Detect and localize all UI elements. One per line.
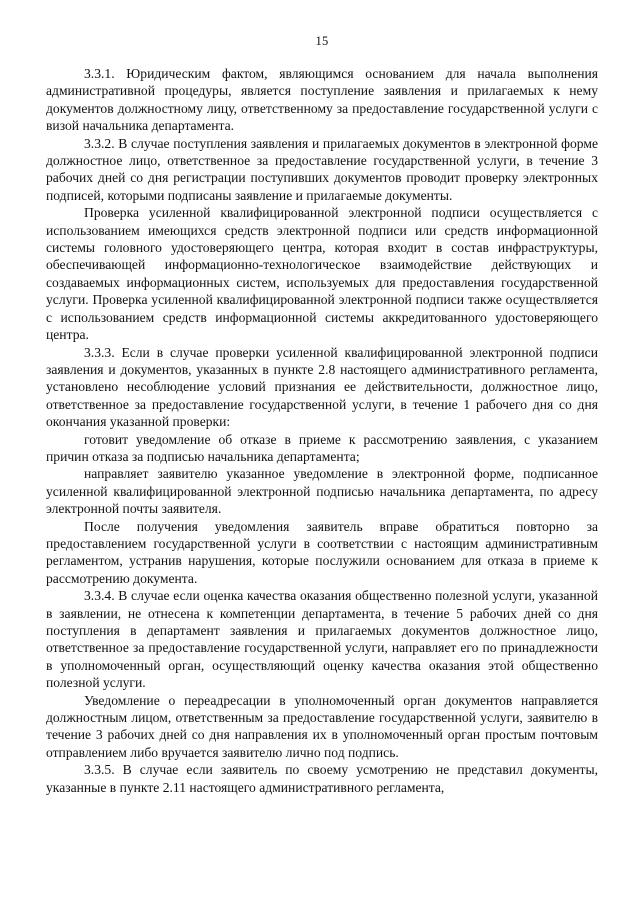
paragraph-3-3-1: 3.3.1. Юридическим фактом, являющимся основанием для начала выполнения административной процедуры, является поступление заявления и прилагаемых к нему документов должностному лицу, ответственному за предоставление государственной услуги с визой начальника департамента. xyxy=(46,66,598,134)
paragraph-sends-notice: направляет заявителю указанное уведомление в электронной форме, подписанное усиленной квалифицированной электронной подписью начальника департамента, по адресу электронной почты заявителя. xyxy=(46,466,598,517)
paragraph-3-3-4: 3.3.4. В случае если оценка качества оказания общественно полезной услуги, указанной в заявлении, не отнесена к компетенции департамента, в течение 5 рабочих дней со дня поступления в департамент заявления и прилагаемых документов должностное лицо, ответственное за предоставление государственной услуги, направляет его по принадлежности в уполномоченный орган, осуществляющий оценку качества оказания этой общественно полезной услуги. xyxy=(46,588,598,691)
paragraph-signature-check: Проверка усиленной квалифицированной электронной подписи осуществляется с использованием имеющихся средств электронной подписи или средств информационной системы головного удостоверяющего центра, которая входит в состав инфраструктуры, обеспечивающей информационно-технологическое взаимодействие действующих и создаваемых информационных систем, используемых для предоставления государственной услуги. Проверка усиленной квалифицированной электронной подписи также осуществляется с использованием средств информационной системы аккредитованного удостоверяющего центра. xyxy=(46,205,598,343)
document-body xyxy=(46,65,598,796)
paragraph-3-3-2: 3.3.2. В случае поступления заявления и прилагаемых документов в электронной форме должностное лицо, ответственное за предоставление государственной услуги, в течение 3 рабочих дней со дня регистрации поступивших документов проводит проверку электронных подписей, которыми подписаны заявление и прилагаемые документы. xyxy=(46,135,598,203)
page-number: 15 xyxy=(315,34,329,48)
paragraph-3-3-5: 3.3.5. В случае если заявитель по своему усмотрению не представил документы, указанные в пункте 2.11 настоящего административного регламента, xyxy=(46,762,598,795)
paragraph-after-notice: После получения уведомления заявитель вправе обратиться повторно за предоставлением государственной услуги в соответствии с настоящим административным регламентом, устранив нарушения, которые послужили основанием для отказа в приеме к рассмотрению документа. xyxy=(46,518,598,586)
paragraph-3-3-3: 3.3.3. Если в случае проверки усиленной квалифицированной электронной подписи заявления и документов, указанных в пункте 2.8 настоящего административного регламента, установлено несоблюдение условий признания ее действительности, должностное лицо, ответственное за предоставление государственной услуги, в течение 1 рабочего дня со дня окончания указанной проверки: xyxy=(46,344,598,430)
paragraph-prepares-notice: готовит уведомление об отказе в приеме к рассмотрению заявления, с указанием причин отказа за подписью начальника департамента; xyxy=(46,431,598,464)
paragraph-redirect-notice: Уведомление о переадресации в уполномоченный орган документов направляется должностным лицом, ответственным за предоставление государственной услуги, заявителю в течение 3 рабочих дней со дня направления их в уполномоченный орган простым почтовым отправлением либо вручается заявителю лично под подпись. xyxy=(46,692,598,760)
